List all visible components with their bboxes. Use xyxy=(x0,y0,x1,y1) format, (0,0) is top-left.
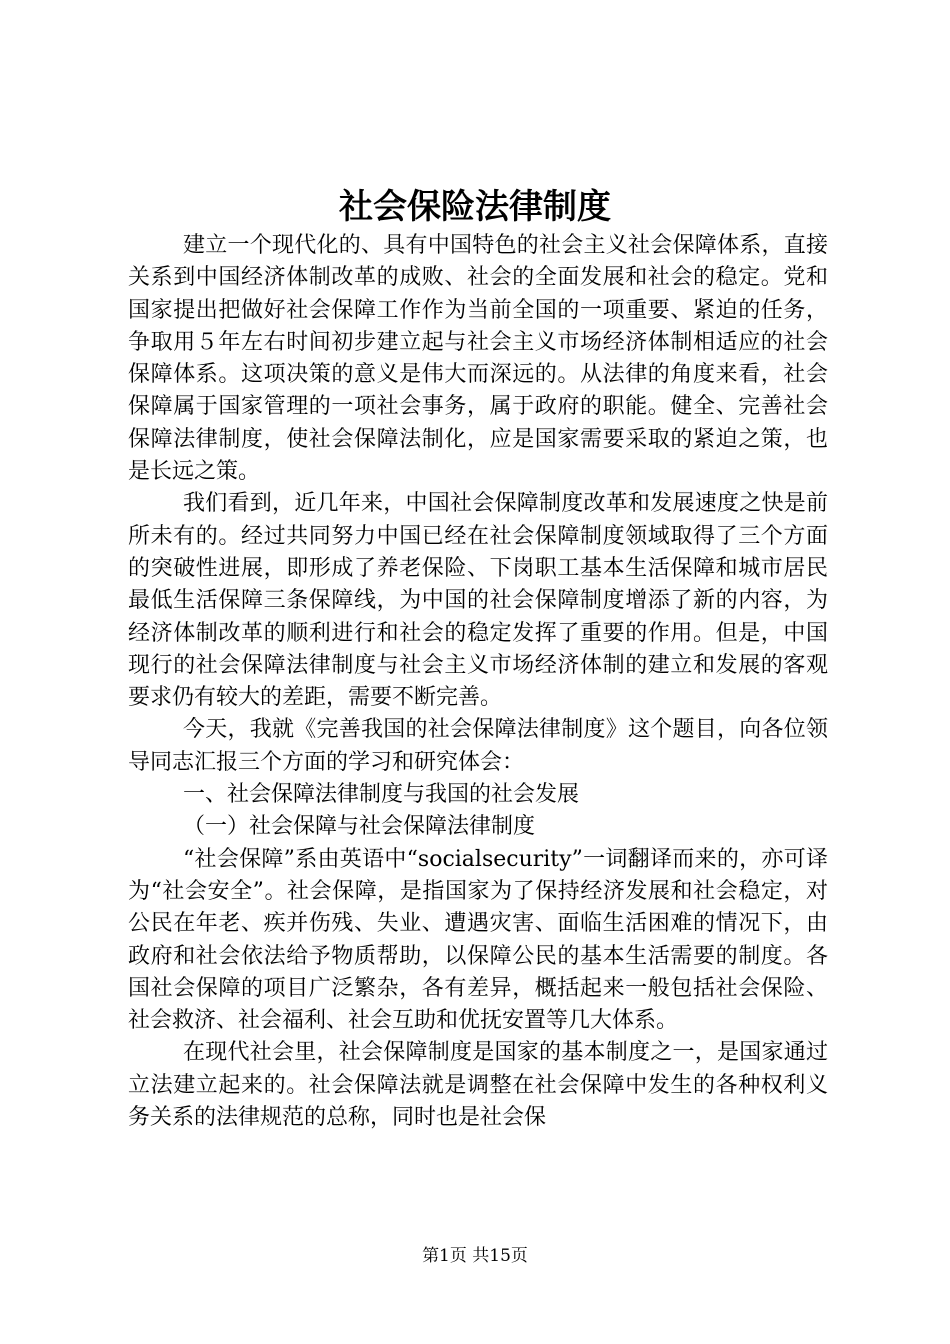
document-body xyxy=(128,230,828,1134)
subsection-heading-1: （一）社会保障与社会保障法律制度 xyxy=(183,814,536,840)
page-number-footer: 第1页 共15页 xyxy=(422,1246,528,1266)
paragraph-intro: 建立一个现代化的、具有中国特色的社会主义社会保障体系，直接关系到中国经济体制改革的成败、社会的全面发展和社会的稳定。党和国家提出把做好社会保障工作作为当前全国的一项重要、紧迫的任务，争取用５年左右时间初步建立起与社会主义市场经济体制相适应的社会保障体系。这项决策的意义是伟大而深远的。从法律的角度来看，社会保障属于国家管理的一项社会事务，属于政府的职能。健全、完善社会保障法律制度，使社会保障法制化，应是国家需要采取的紧迫之策，也是长远之策。 xyxy=(128,233,828,485)
paragraph-topic: 今天，我就《完善我国的社会保障法律制度》这个题目，向各位领导同志汇报三个方面的学习和研究体会： xyxy=(128,717,828,775)
paragraph-law: 在现代社会里，社会保障制度是国家的基本制度之一，是国家通过立法建立起来的。社会保障法就是调整在社会保障中发生的各种权利义务关系的法律规范的总称，同时也是社会保 xyxy=(128,1040,828,1131)
document-title: 社会保险法律制度 xyxy=(339,187,611,227)
paragraph-definition: “社会保障”系由英语中“socialsecurity”一词翻译而来的，亦可译为“社会安全”。社会保障，是指国家为了保持经济发展和社会稳定，对公民在年老、疾并伤残、失业、遭遇灾害、面临生活困难的情况下，由政府和社会依法给予物质帮助，以保障公民的基本生活需要的制度。各国社会保障的项目广泛繁杂，各有差异，概括起来一般包括社会保险、社会救济、社会福利、社会互助和优抚安置等几大体系。 xyxy=(128,846,828,1034)
section-heading-1: 一、社会保障法律制度与我国的社会发展 xyxy=(183,782,580,808)
paragraph-progress: 我们看到，近几年来，中国社会保障制度改革和发展速度之快是前所未有的。经过共同努力中国已经在社会保障制度领域取得了三个方面的突破性进展，即形成了养老保险、下岗职工基本生活保障和城市居民最低生活保障三条保障线，为中国的社会保障制度增添了新的内容，为经济体制改革的顺利进行和社会的稳定发挥了重要的作用。但是，中国现行的社会保障法律制度与社会主义市场经济体制的建立和发展的客观要求仍有较大的差距，需要不断完善。 xyxy=(128,491,828,711)
